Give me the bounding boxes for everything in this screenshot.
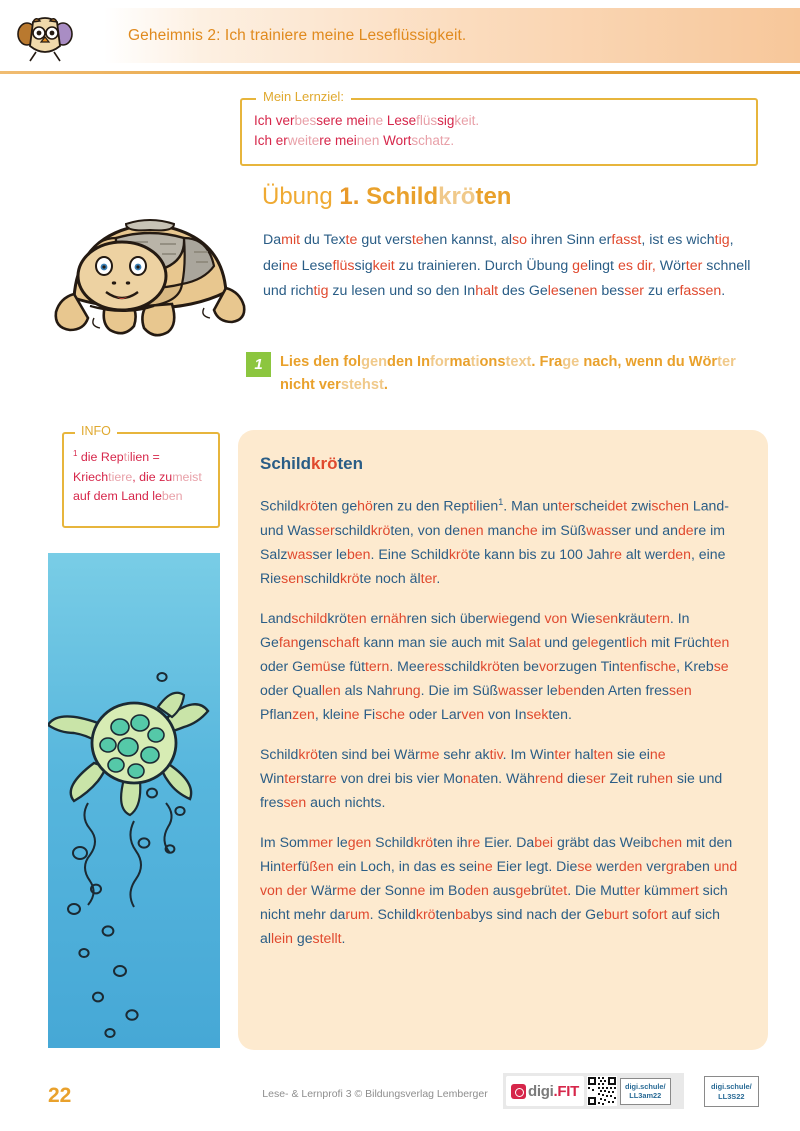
reading-paragraph-2: Landschildkröten ernähren sich überwiegend von Wiesenkräutern. In Gefangenschaft kann man sie auch mit Salat und gelegentlich mit Früchten oder Gemüse füttern. Meeresschildkröten bevorzugen Tintenfische, Krebse oder Quallen als Nahrung. Die im Süßwasser lebenden Arten fressen Pflanzen, kleine Fische oder Larven von Insekten. <box>260 609 730 722</box>
header-title: Geheimnis 2: Ich trainiere meine Leseflüssigkeit. <box>128 26 467 44</box>
learning-goal-legend: Mein Lernziel: <box>256 89 351 104</box>
learning-goal-box <box>240 89 758 166</box>
reading-paragraph-4: Im Sommer legen Schildkröten ihre Eier. Dabei gräbt das Weibchen mit den Hinterfüßen ein Loch, in das es seine Eier legt. Diese werden vergraben und von der Wärme der Sonne im Boden ausgebrütet. Die Mutter kümmert sich nicht mehr darum. Schildkrötenbabys sind nach der Geburt sofort auf sich allein gestellt. <box>260 833 738 946</box>
header-banner <box>104 8 800 63</box>
exercise-heading <box>262 183 511 211</box>
secondary-code-line-2: LL3S22 <box>718 1091 745 1101</box>
digifit-code-label <box>620 1078 671 1105</box>
reading-title: Schildkröten <box>260 454 363 473</box>
exercise-title: Schildkröten <box>366 183 512 210</box>
task-number-badge: 1 <box>246 352 271 377</box>
digifit-mark-icon <box>511 1084 526 1099</box>
exercise-intro-text: Damit du Texte gut verstehen kannst, also ihren Sinn erfasst, ist es wichtig, deine Leseflüssigkeit zu trainieren. Durch Übung gelingt es dir, Wörter schnell und richtig zu lesen und so den Inhalt des Gelesenen besser zu erfassen. <box>263 232 751 299</box>
page-number: 22 <box>48 1084 72 1107</box>
learning-goal-line-1: Ich verbessere meine Leseflüssigkeit. <box>254 113 480 128</box>
learning-goal-line-2: Ich erweitere meinen Wortschatz. <box>254 133 455 148</box>
land-tortoise-illustration <box>44 180 256 345</box>
info-box-text: $^1$ die Reptilien = Kriechtiere, die zumeist auf dem Land leben <box>73 449 202 504</box>
info-footnote-marker: 1 <box>73 449 78 458</box>
digifit-code-line-1: digi.schule/ <box>624 1081 666 1091</box>
sea-turtle-image <box>48 553 220 1048</box>
digifit-logo <box>506 1076 584 1106</box>
secondary-code-label[interactable] <box>704 1076 759 1107</box>
page-header <box>0 8 800 63</box>
digifit-suffix: .FIT <box>553 1082 579 1100</box>
secondary-code-line-1: digi.schule/ <box>711 1082 752 1091</box>
digifit-code-line-2: LL3am22 <box>629 1091 662 1100</box>
info-box <box>62 424 220 528</box>
exercise-number: 1. <box>339 183 360 210</box>
reading-paragraph-3: Schildkröten sind bei Wärme sehr aktiv. Im Winter halten sie eine Winterstarre von drei bis vier Monaten. Während dieser Zeit ruhen sie und fressen auch nichts. <box>260 745 723 810</box>
exercise-label: Übung <box>262 183 333 210</box>
copyright-line: Lese- & Lernprofi 3 © Bildungsverlag Lemberger <box>262 1088 488 1100</box>
task-instruction: Lies den folgenden Informationstext. Frage nach, wenn du Wörter nicht verstehst. <box>280 354 736 393</box>
header-divider <box>0 71 800 74</box>
digifit-wordmark <box>528 1083 579 1100</box>
info-box-legend: INFO <box>75 424 117 438</box>
reading-paragraph-1: Schildkröten gehören zu den Reptilien$^1$. Man unterscheidet zwischen Land- und Wasserschildkröten, von denen manche im Süßwasser und andere im Salzwasser leben. Eine Schildkröte kann bis zu 100 Jahre alt werden, eine Riesenschildkröte noch älter. <box>260 497 729 586</box>
digifit-badge[interactable] <box>503 1073 684 1109</box>
learning-goal-list <box>254 111 748 151</box>
qr-code-icon[interactable] <box>587 1076 617 1106</box>
digifit-prefix: digi <box>528 1082 554 1100</box>
reading-text-panel <box>238 430 768 1050</box>
owl-mascot-icon <box>14 12 76 64</box>
